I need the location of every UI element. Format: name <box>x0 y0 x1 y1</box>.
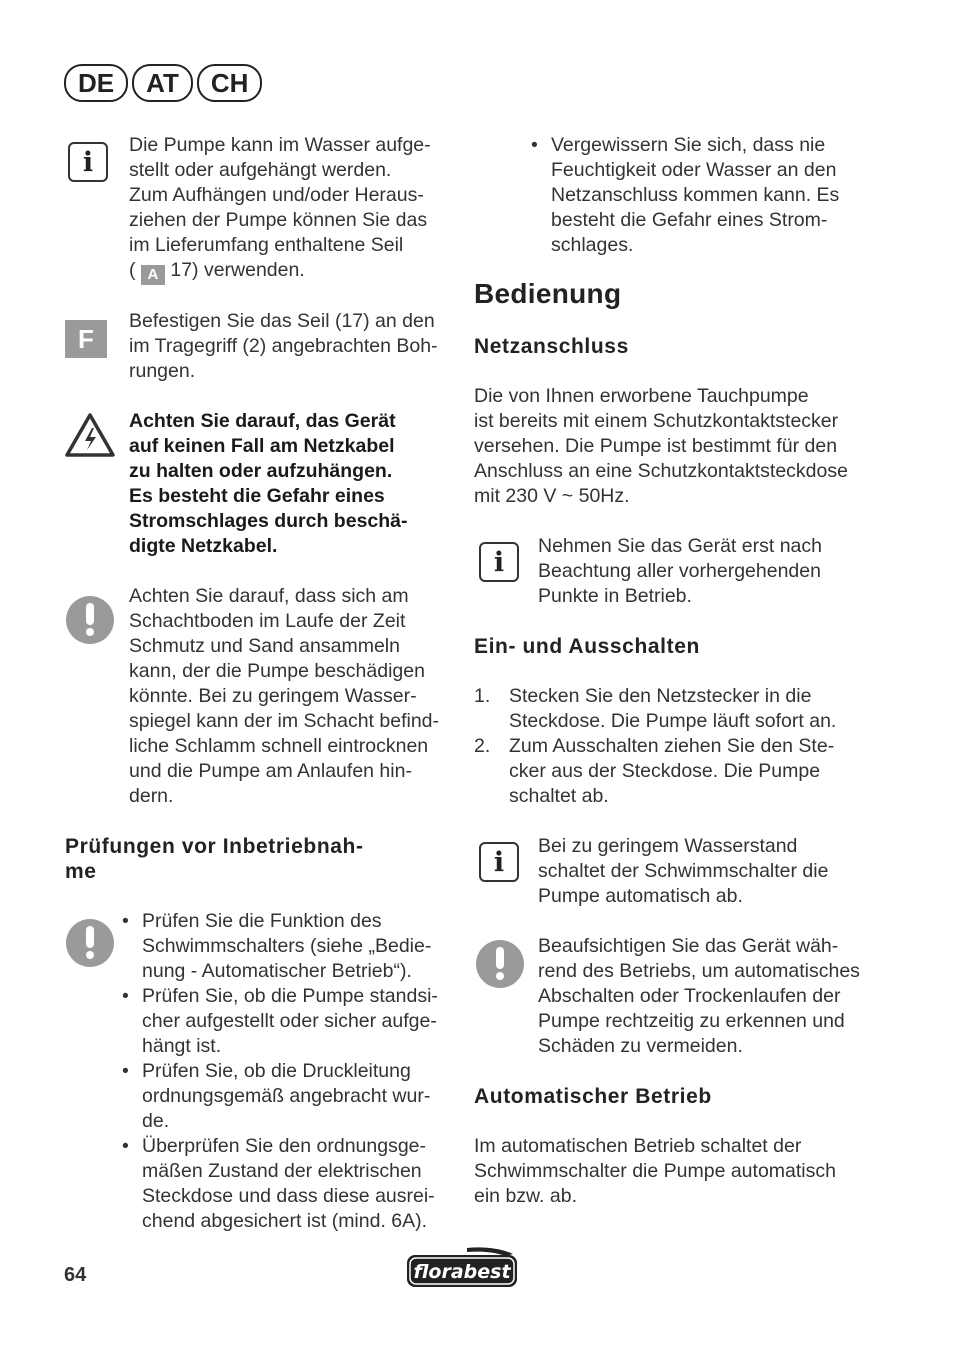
bullet: • <box>122 985 129 1007</box>
text-line: Abschalten oder Trockenlaufen der <box>538 985 841 1007</box>
info-icon: i <box>479 542 519 582</box>
text-line: Im automatischen Betrieb schaltet der <box>474 1135 802 1157</box>
text-line: spiegel kann der im Schacht befind- <box>129 710 440 732</box>
text-line: Beachtung aller vorhergehenden <box>538 560 821 582</box>
text-line: ist bereits mit einem Schutzkontaktstecker <box>474 410 839 432</box>
text-line: Schwimmschalters (siehe „Bedie- <box>142 935 432 957</box>
logo-text: florabest <box>413 1261 511 1283</box>
text-line: Vergewissern Sie sich, dass nie <box>551 134 826 156</box>
florabest-logo <box>405 1246 519 1290</box>
text-line: Prüfen Sie die Funktion des <box>142 910 382 932</box>
warning-text <box>129 409 408 559</box>
paren: ( <box>129 259 136 281</box>
ref-text: 17) verwenden. <box>170 259 305 281</box>
caution-text-sludge <box>129 584 439 809</box>
heading-automatischer-betrieb: Automatischer Betrieb <box>474 1085 712 1108</box>
text-line: liche Schlamm schnell eintrocknen <box>129 735 429 757</box>
list-item <box>122 909 438 984</box>
figure-f-label: F <box>65 320 107 358</box>
text-line: ordnungsgemäß angebracht wur- <box>142 1085 431 1107</box>
text-line: Pumpe rechtzeitig zu erkennen und <box>538 1010 845 1032</box>
info-icon: i <box>479 842 519 882</box>
text-line: schaltet der Schwimmschalter die <box>538 860 829 882</box>
fasten-rope-text <box>129 309 438 384</box>
caution-icon <box>66 919 114 967</box>
text-line: Prüfungen vor Inbetriebnah- <box>65 835 364 858</box>
list-item <box>122 1134 438 1234</box>
text-line: kann, der die Pumpe beschädigen <box>129 660 425 682</box>
text-line: hängt ist. <box>142 1035 222 1057</box>
heading-bedienung: Bedienung <box>474 278 622 309</box>
figure-a-ref: A <box>141 265 165 285</box>
text-line: versehen. Die Pumpe ist bestimmt für den <box>474 435 838 457</box>
electric-warning-icon <box>64 412 116 458</box>
info-note-rope <box>129 133 431 285</box>
text-line: Überprüfen Sie den ordnungsge- <box>142 1135 427 1157</box>
text-line: me <box>65 860 97 883</box>
text-line: und die Pumpe am Anlaufen hin- <box>129 760 412 782</box>
text-line: mit 230 V ~ 50Hz. <box>474 485 630 507</box>
text-line: Die von Ihnen erworbene Tauchpumpe <box>474 385 809 407</box>
text-line: Steckdose. Die Pumpe läuft sofort an. <box>509 710 837 732</box>
text-line: Prüfen Sie, ob die Druckleitung <box>142 1060 411 1082</box>
list-item <box>474 684 837 734</box>
bullet: • <box>531 134 538 156</box>
badge-at: AT <box>132 64 193 102</box>
heading-netzanschluss: Netzanschluss <box>474 335 629 358</box>
text-line: de. <box>142 1110 170 1132</box>
text-line: Achten Sie darauf, dass sich am <box>129 585 409 607</box>
text-line: Anschluss an eine Schutzkontaktsteckdose <box>474 460 848 482</box>
text-line: Beaufsichtigen Sie das Gerät wäh- <box>538 935 839 957</box>
text-line: Die Pumpe kann im Wasser aufge- <box>129 134 431 156</box>
caution-icon <box>66 596 114 644</box>
text-line: Schäden zu vermeiden. <box>538 1035 743 1057</box>
text-line: cher aufgestellt oder sicher aufge- <box>142 1010 437 1032</box>
list-item <box>474 734 836 809</box>
caution-icon <box>476 940 524 988</box>
text-line: schlages. <box>551 234 634 256</box>
heading-pruefungen <box>65 834 364 884</box>
moisture-bullet <box>531 133 840 258</box>
text-line: digte Netzkabel. <box>129 535 278 557</box>
text-line: Nehmen Sie das Gerät erst nach <box>538 535 822 557</box>
text-line: Stecken Sie den Netzstecker in die <box>509 685 812 707</box>
text-line: nung - Automatischer Betrieb“). <box>142 960 412 982</box>
step-number: 2. <box>474 735 491 757</box>
text-line: Es besteht die Gefahr eines <box>129 485 385 507</box>
text-line: besteht die Gefahr eines Strom- <box>551 209 828 231</box>
list-item <box>122 984 438 1059</box>
text-line: Schmutz und Sand ansammeln <box>129 635 400 657</box>
text-line: Stromschlages durch beschä- <box>129 510 408 532</box>
text-line: rend des Betriebs, um automatisches <box>538 960 860 982</box>
text-line: Schwimmschalter die Pumpe automatisch <box>474 1160 836 1182</box>
bullet: • <box>122 1135 129 1157</box>
text-line: Netzanschluss kommen kann. Es <box>551 184 840 206</box>
bullet: • <box>122 1060 129 1082</box>
text-line: rungen. <box>129 360 196 382</box>
text-line: Feuchtigkeit oder Wasser an den <box>551 159 837 181</box>
text-line: auf keinen Fall am Netzkabel <box>129 435 395 457</box>
text-line: schaltet ab. <box>509 785 609 807</box>
text-line: im Tragegriff (2) angebrachten Boh- <box>129 335 438 357</box>
list-item <box>531 133 840 258</box>
text-line: Pumpe automatisch ab. <box>538 885 743 907</box>
caution-text-supervise <box>538 934 860 1059</box>
text-line: Zum Aufhängen und/oder Heraus- <box>129 184 424 206</box>
text-line: ziehen der Pumpe können Sie das <box>129 209 428 231</box>
text-line: Prüfen Sie, ob die Pumpe standsi- <box>142 985 438 1007</box>
steps-list <box>474 684 837 809</box>
page-number: 64 <box>64 1264 87 1286</box>
text-line: Schachtboden im Laufe der Zeit <box>129 610 406 632</box>
checklist <box>122 909 438 1234</box>
text-line: im Lieferumfang enthaltene Seil <box>129 234 404 256</box>
text-line: Zum Ausschalten ziehen Sie den Ste- <box>509 735 835 757</box>
text-line: ein bzw. ab. <box>474 1185 577 1207</box>
netz-text <box>474 384 848 509</box>
auto-text <box>474 1134 836 1209</box>
text-line: zu halten oder aufzuhängen. <box>129 460 393 482</box>
heading-ein-ausschalten: Ein- und Ausschalten <box>474 635 700 658</box>
badge-ch: CH <box>197 64 263 102</box>
step-number: 1. <box>474 685 491 707</box>
text-line: Befestigen Sie das Seil (17) an den <box>129 310 435 332</box>
text-line: cker aus der Steckdose. Die Pumpe <box>509 760 821 782</box>
badge-de: DE <box>64 64 128 102</box>
country-badges <box>64 64 262 102</box>
text-line: mäßen Zustand der elektrischen <box>142 1160 422 1182</box>
info-note-start <box>538 534 822 609</box>
list-item <box>122 1059 438 1134</box>
bullet: • <box>122 910 129 932</box>
text-line: stellt oder aufgehängt werden. <box>129 159 392 181</box>
text-line: Punkte in Betrieb. <box>538 585 692 607</box>
text-line: chend abgesichert ist (mind. 6A). <box>142 1210 428 1232</box>
info-icon: i <box>68 142 108 182</box>
info-note-float <box>538 834 828 909</box>
text-line: Achten Sie darauf, das Gerät <box>129 410 396 432</box>
text-line <box>129 258 431 285</box>
text-line: Steckdose und dass diese ausrei- <box>142 1185 435 1207</box>
text-line: dern. <box>129 785 174 807</box>
text-line: könnte. Bei zu geringem Wasser- <box>129 685 417 707</box>
text-line: Bei zu geringem Wasserstand <box>538 835 798 857</box>
